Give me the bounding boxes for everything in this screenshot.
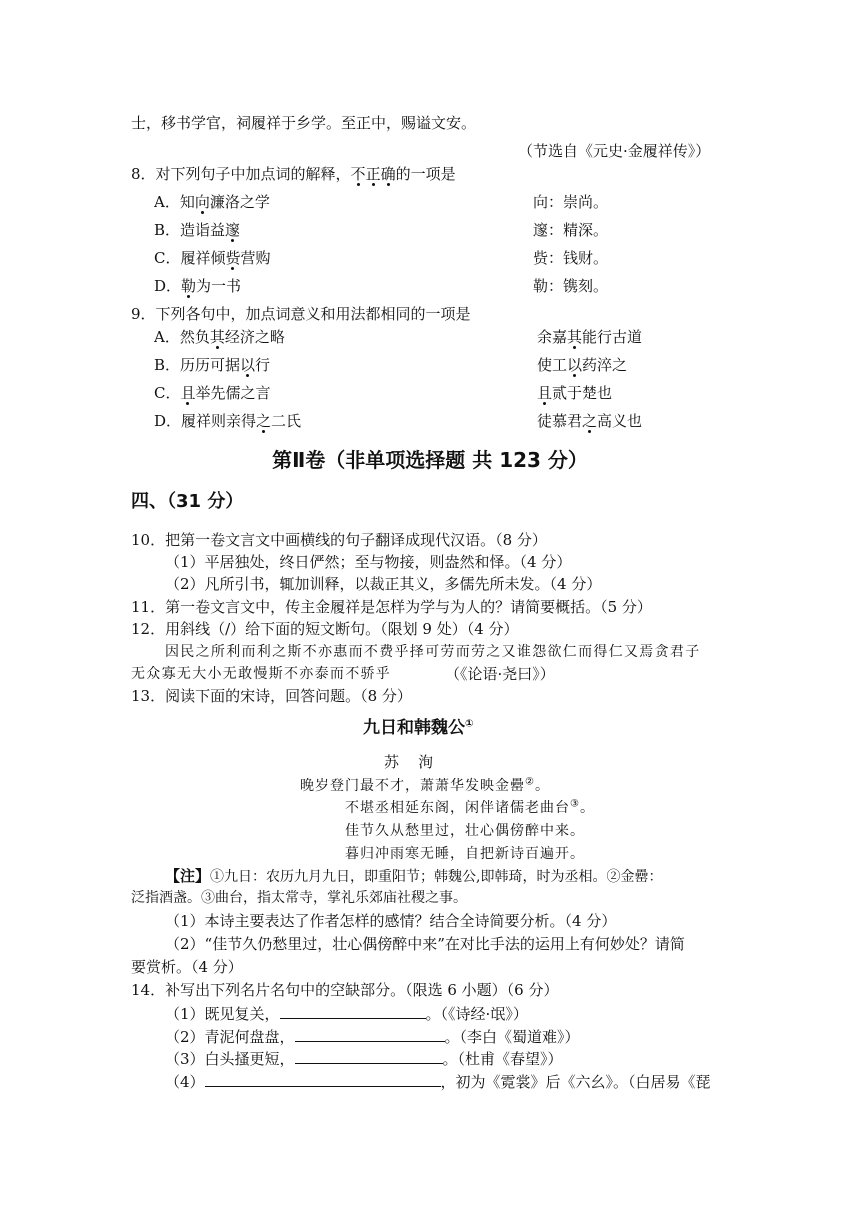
option-text: 徒慕君 [537, 412, 583, 430]
passage-source: （节选自《元史·金履祥传》） [518, 142, 711, 160]
q13-sub-2-line-1: （2）“佳节久仍愁里过，壮心偶傍醉中来”在对比手法的运用上有何妙处？请简 [165, 935, 685, 953]
option-text: C．履祥倾 [154, 249, 226, 267]
item-text: 。（李白《蜀道难》） [444, 1028, 580, 1046]
q12-stem: 12．用斜线（/）给下面的短文断句。（限划 9 处）（4 分） [131, 620, 519, 638]
answer-blank[interactable] [205, 1071, 441, 1087]
dotted-word: 以 [240, 356, 256, 374]
item-text: （4） [165, 1073, 205, 1091]
option-text: B．历历可据 [154, 356, 241, 374]
q9-option-c-right [537, 383, 612, 403]
option-text: A．然负 [154, 328, 210, 346]
option-text: 贰于楚也 [552, 384, 613, 402]
option-text: 为一书 [196, 277, 242, 295]
q8-option-c-explanation: 赀：钱财。 [533, 249, 609, 267]
option-text: 濂洛之学 [209, 193, 270, 211]
q11-stem: 11．第一卷文言文中，传主金履祥是怎样为学与为人的？请简要概括。（5 分） [131, 598, 652, 616]
q14-stem: 14．补写出下列名片名句中的空缺部分。（限选 6 小题）（6 分） [131, 981, 559, 999]
q8-option-b-explanation: 邃：精深。 [533, 221, 609, 239]
item-text: （1）既见复关， [165, 1005, 280, 1023]
q13-sub-2-line-2: 要赏析。（4 分） [131, 958, 243, 976]
q9-option-a-left [154, 327, 285, 347]
option-text: 余嘉 [537, 328, 568, 346]
q8-dot-bu: 不 [350, 165, 366, 183]
q8-dot-que: 确 [380, 165, 396, 183]
poem-line-end: 。 [534, 778, 550, 794]
q8-option-c [154, 248, 271, 268]
dotted-word: 其 [209, 328, 225, 346]
dotted-word: 赀 [225, 249, 241, 267]
option-text: 营购 [240, 249, 271, 267]
q8-option-b [154, 220, 240, 240]
dotted-word: 之 [582, 412, 598, 430]
q9-option-a-right [537, 327, 642, 347]
part-four-heading: 四、（31 分） [131, 491, 244, 512]
q8-option-d [154, 276, 241, 296]
option-text: 举先儒之言 [195, 384, 271, 402]
option-text: 行 [255, 356, 271, 374]
q10-sub-1: （1）平居独处，终日俨然；至与物接，则盎然和怿。（4 分） [165, 553, 572, 571]
q14-item-4 [165, 1071, 711, 1092]
dotted-word: 邃 [225, 221, 241, 239]
option-text: B．造诣益 [154, 221, 226, 239]
q8-stem [131, 164, 456, 184]
section-title: 第Ⅱ卷（非单项选择题 共 123 分） [272, 448, 588, 472]
footnote-mark: ③ [570, 798, 580, 810]
q13-sub-1: （1）本诗主要表达了作者怎样的感情？结合全诗简要分析。（4 分） [165, 912, 617, 930]
option-text: D． [154, 277, 182, 295]
dotted-word: 向 [194, 193, 210, 211]
q10-sub-2: （2）凡所引书，辄加训释，以裁正其义，多儒先所未发。（4 分） [165, 575, 602, 593]
option-text: A．知 [154, 193, 195, 211]
poem-note-line-1 [165, 866, 662, 887]
note-label: 【注】 [165, 867, 211, 885]
option-text: C． [154, 384, 181, 402]
poem-line-end: 。 [579, 800, 595, 816]
option-text: 药淬之 [582, 356, 628, 374]
poem-line-2 [345, 798, 595, 818]
dotted-word: 以 [567, 356, 583, 374]
answer-blank[interactable] [280, 1003, 426, 1019]
poem-line-1 [300, 776, 550, 796]
q14-item-1 [165, 1003, 528, 1024]
item-text: ，初为《霓裳》后《六幺》。（白居易《琵 [440, 1073, 711, 1091]
note-text: ①九日：农历九月九日，即重阳节；韩魏公,即韩琦，时为丞相。②金罍： [210, 869, 663, 885]
q9-option-b-right [537, 355, 627, 375]
q8-option-a [154, 192, 270, 212]
option-text: 经济之略 [224, 328, 285, 346]
answer-blank[interactable] [295, 1048, 443, 1064]
option-text: 二氏 [271, 412, 302, 430]
q12-source: （《论语·尧曰》） [445, 665, 555, 683]
dotted-word: 之 [256, 412, 272, 430]
q8-stem-b: 的一项是 [395, 165, 456, 183]
option-text: 高义也 [597, 412, 643, 430]
option-text: 能行古道 [582, 328, 643, 346]
q14-item-2 [165, 1026, 580, 1047]
dotted-word: 且 [537, 384, 553, 402]
poem-title-text: 九日和韩魏公 [363, 718, 465, 738]
q8-dot-zheng: 正 [365, 165, 381, 183]
item-text: 。（《诗经·氓》） [425, 1005, 528, 1023]
q13-stem: 13．阅读下面的宋诗，回答问题。（8 分） [131, 687, 412, 705]
poem-line-text: 不堪丞相延东阁，闲伴诸儒老曲台 [345, 800, 570, 816]
dotted-word: 勒 [181, 277, 197, 295]
poem-line-text: 晚岁登门最不才，萧萧华发映金罍 [300, 778, 525, 794]
q8-stem-a: 8．对下列句子中加点词的解释， [131, 165, 351, 183]
option-text: D．履祥则亲得 [154, 412, 257, 430]
q9-option-c-left [154, 383, 271, 403]
q8-option-a-explanation: 向：崇尚。 [533, 193, 609, 211]
answer-blank[interactable] [295, 1026, 445, 1042]
poem-author: 苏 洵 [384, 753, 436, 771]
footnote-mark: ① [465, 718, 474, 730]
q12-text-line-2: 无众寡无大小无敢慢斯不亦泰而不骄乎 [131, 666, 392, 682]
q9-option-d-right [537, 411, 642, 431]
passage-last-line: 士，移书学官，祠履祥于乡学。至正中，赐谥文安。 [131, 114, 477, 132]
poem-note-line-2: 泛指酒盏。③曲台，指太常寺，掌礼乐郊庙社稷之事。 [131, 890, 467, 906]
item-text: （2）青泥何盘盘， [165, 1028, 295, 1046]
poem-title [363, 717, 473, 739]
q9-option-b-left [154, 355, 270, 375]
q10-stem: 10．把第一卷文言文中画横线的句子翻译成现代汉语。（8 分） [131, 531, 547, 549]
item-text: （3）白头搔更短， [165, 1050, 295, 1068]
q14-item-3 [165, 1048, 563, 1069]
dotted-word: 且 [180, 384, 196, 402]
q9-stem: 9．下列各句中，加点词意义和用法都相同的一项是 [131, 305, 471, 323]
poem-line-3: 佳节久从愁里过，壮心偶傍醉中来。 [345, 823, 585, 839]
q9-option-d-left [154, 411, 301, 431]
poem-line-4: 暮归冲雨寒无睡，自把新诗百遍开。 [345, 846, 585, 862]
q8-option-d-explanation: 勒：镌刻。 [533, 277, 609, 295]
dotted-word: 其 [567, 328, 583, 346]
option-text: 使工 [537, 356, 568, 374]
footnote-mark: ② [525, 776, 535, 788]
item-text: 。（杜甫《春望》） [442, 1050, 563, 1068]
q12-text-line-1: 因民之所利而利之斯不亦惠而不费乎择可劳而劳之又谁怨欲仁而得仁又焉贪君子 [165, 644, 701, 660]
